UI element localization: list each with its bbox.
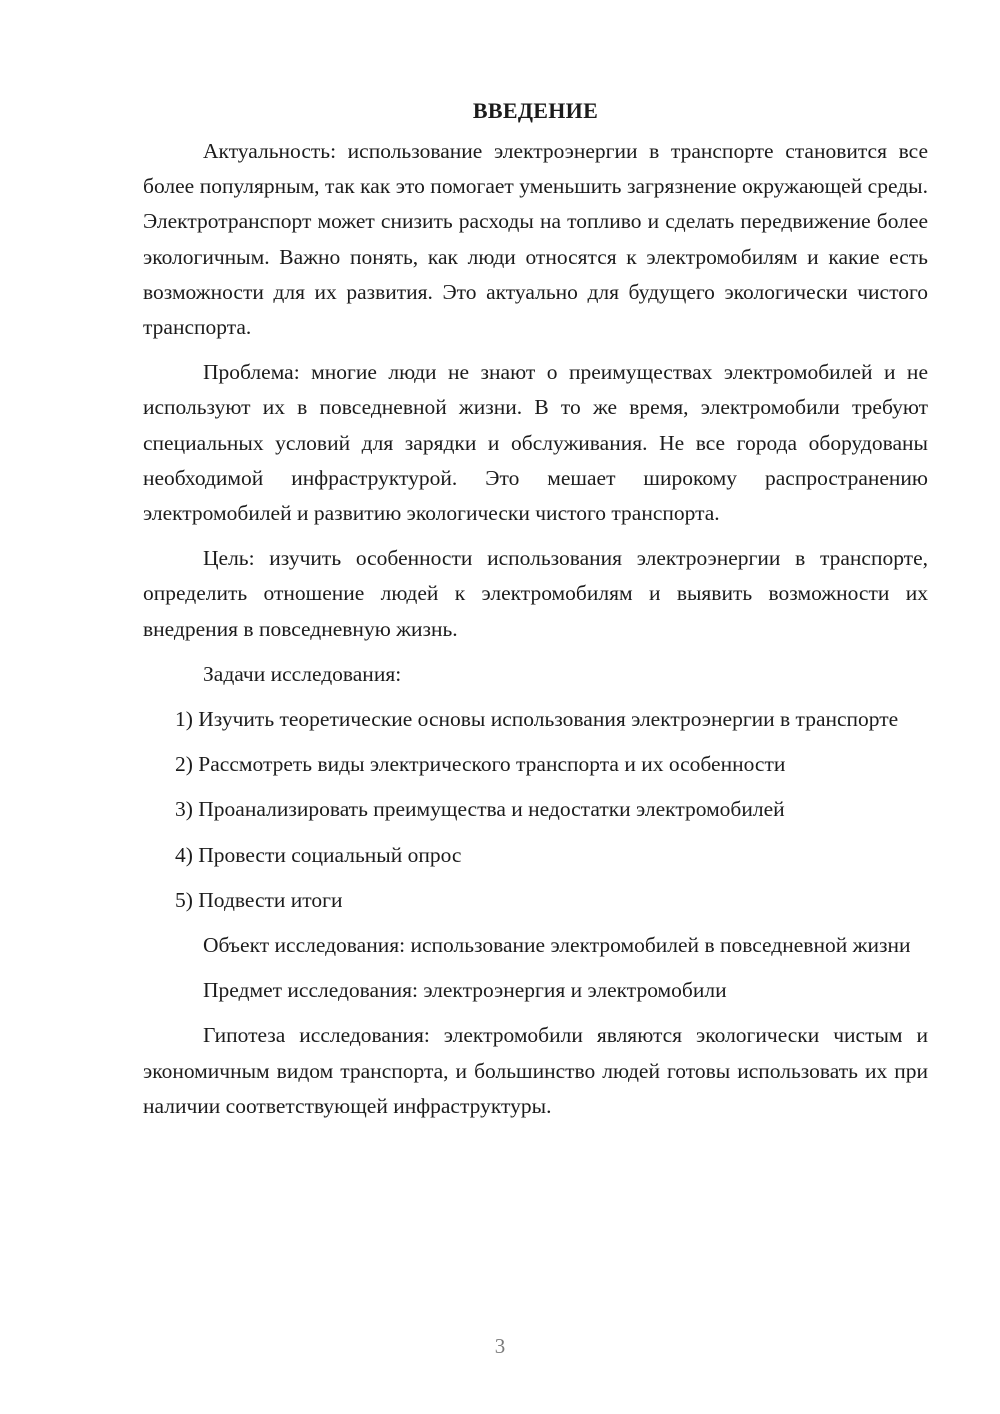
list-item-task-5: 5) Подвести итоги [175,887,343,912]
paragraph-goal: Цель: изучить особенности использования электроэнергии в транспорте, определить отношение людей к электромобилям и выявить возможности их внедрения в повседневную жизнь. [143,546,928,641]
paragraph-relevance: Актуальность: использование электроэнергии в транспорте становится все более популярным, так как это помогает уменьшить загрязнение окружающей среды. Электротранспорт может снизить расходы на топливо и сделать передвижение более экологичным. Важно понять, как люди относятся к электромобилям и какие есть возможности для их развития. Это актуально для будущего экологически чистого транспорта. [143,139,928,340]
list-item-task-1: 1) Изучить теоретические основы использования электроэнергии в транспорте [175,707,899,732]
page-content [143,94,928,1134]
paragraph-object: Объект исследования: использование электромобилей в повседневной жизни [203,933,911,958]
paragraph-problem: Проблема: многие люди не знают о преимуществах электромобилей и не используют их в повседневной жизни. В то же время, электромобили требуют специальных условий для зарядки и обслуживания. Не все города оборудованы необходимой инфраструктурой. Это мешает широкому распространению электромобилей и развитию экологически чистого транспорта. [143,360,928,526]
paragraph-hypothesis: Гипотеза исследования: электромобили являются экологически чистым и экономичным видом транспорта, и большинство людей готовы использовать их при наличии соответствующей инфраструктуры. [143,1023,928,1118]
paragraph-subject: Предмет исследования: электроэнергия и электромобили [203,978,727,1003]
page-title: ВВЕДЕНИЕ [472,98,599,123]
tasks-list [143,702,928,918]
list-item-task-2: 2) Рассмотреть виды электрического транспорта и их особенности [175,752,786,777]
list-item-task-4: 4) Провести социальный опрос [175,842,462,867]
page-number: 3 [494,1334,506,1358]
tasks-heading: Задачи исследования: [203,661,402,686]
list-item-task-3: 3) Проанализировать преимущества и недостатки электромобилей [175,797,785,822]
